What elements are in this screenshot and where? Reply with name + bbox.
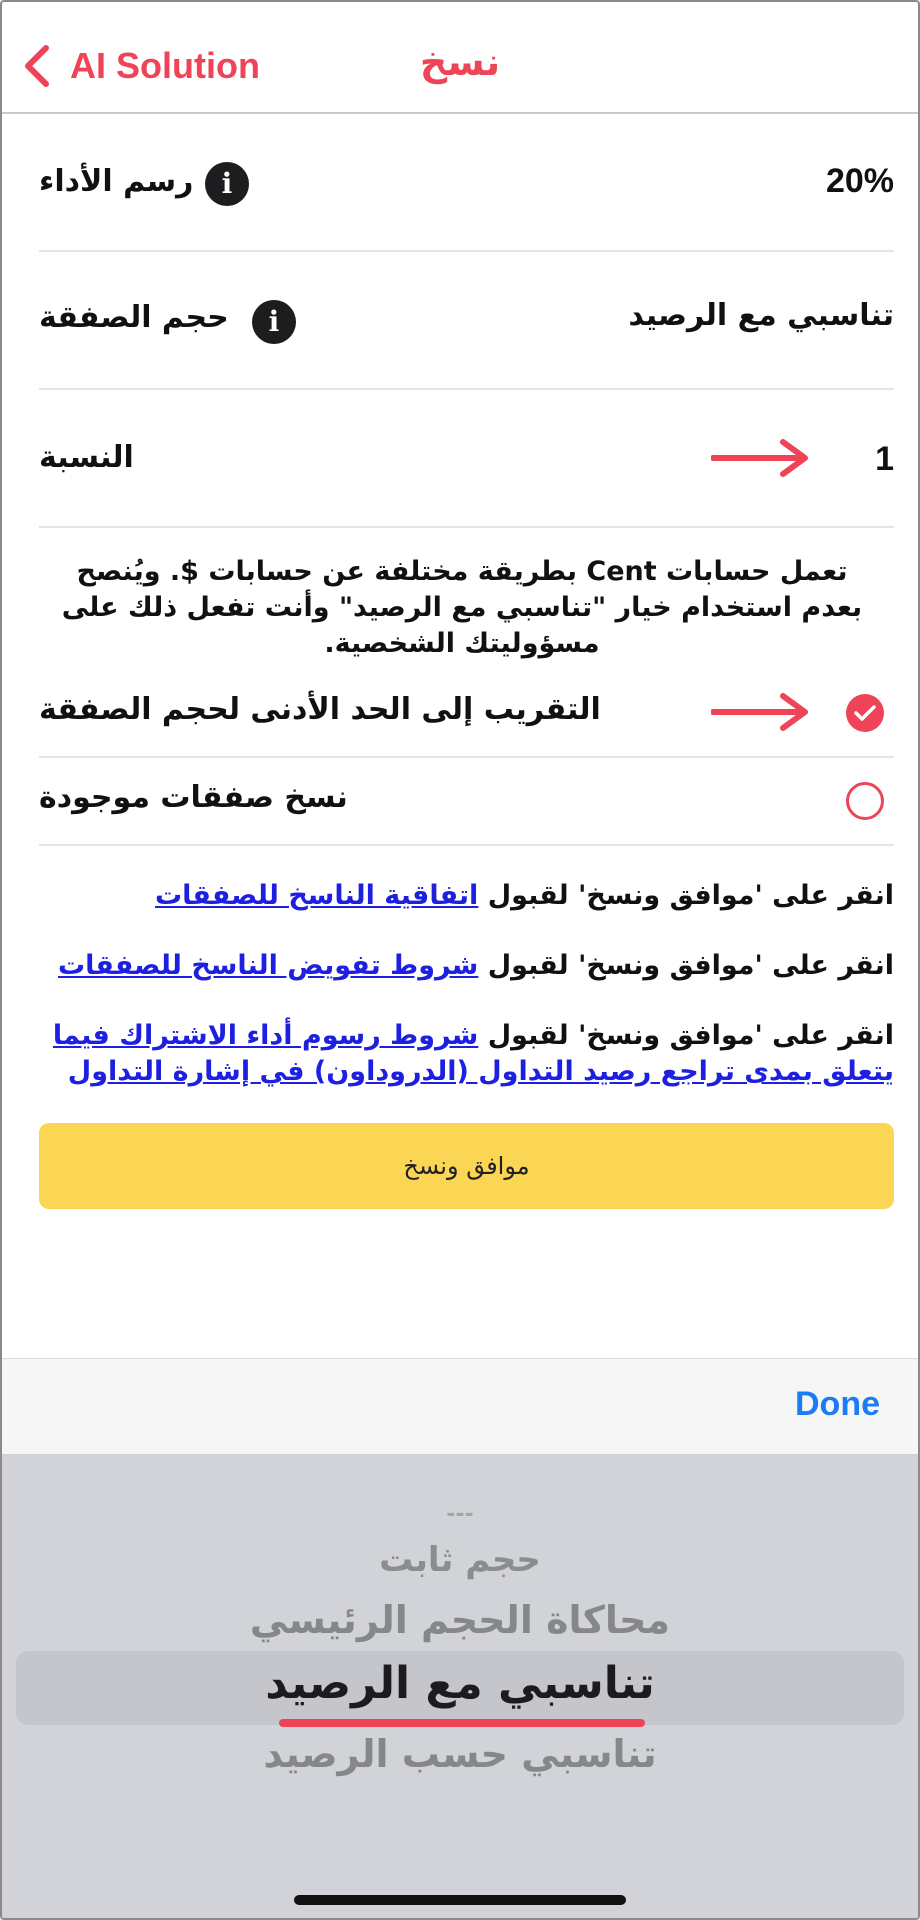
done-button[interactable]: Done [795,1385,880,1423]
back-label: AI Solution [70,45,260,86]
copier-authorization-link[interactable]: شروط تفويض الناسخ للصفقات [58,950,479,981]
nav-header [2,2,918,114]
copy-existing-label: نسخ صفقات موجودة [39,780,348,815]
terms-line-3 [39,1018,894,1090]
picker-option-selected[interactable]: تناسبي مع الرصيد [265,1658,655,1709]
picker-option[interactable]: حجم ثابت [379,1540,541,1580]
picker-toolbar [2,1358,918,1455]
trade-size-label: حجم الصفقة [39,300,229,335]
trade-size-value: تناسبي مع الرصيد [628,298,894,333]
ratio-label: النسبة [39,440,134,475]
trade-size-row[interactable] [39,252,894,390]
copier-agreement-link[interactable]: اتفاقية الناسخ للصفقات [155,880,479,911]
home-indicator[interactable] [294,1895,626,1905]
notice-line: مسؤوليتك الشخصية. [324,628,600,659]
agree-and-copy-button[interactable]: موافق ونسخ [39,1123,894,1209]
terms-text: انقر على 'موافق ونسخ' لقبول [487,1020,894,1051]
fee-label: رسم الأداء [39,164,194,199]
terms-line-1 [39,878,894,914]
page-title: نسخ [419,40,501,84]
round-min-option[interactable] [39,670,894,758]
ratio-value: 1 [875,440,894,478]
ratio-row[interactable] [39,390,894,528]
arrow-right-icon [711,692,811,732]
fee-row [39,114,894,252]
performance-fee-terms-link[interactable]: شروط رسوم أداء الاشتراك فيما يتعلق بمدى تراجع رصيد التداول (الدروداون) في إشارة التداول [52,1020,894,1087]
picker-option[interactable]: --- [446,1502,474,1527]
checkbox-checked-icon[interactable] [846,694,884,732]
cent-account-notice [42,554,882,662]
picker-option[interactable]: محاكاة الحجم الرئيسي [249,1598,671,1642]
info-icon[interactable]: i [252,300,296,344]
copy-existing-option[interactable] [39,758,894,846]
trade-size-picker[interactable] [2,1454,918,1918]
checkbox-unchecked-icon[interactable] [846,782,884,820]
fee-value: 20% [825,162,894,200]
info-icon[interactable]: i [205,162,249,206]
round-min-label: التقريب إلى الحد الأدنى لحجم الصفقة [39,692,601,727]
notice-line: بعدم استخدام خيار "تناسبي مع الرصيد" وأنت تفعل ذلك على [61,592,863,623]
selection-highlight-underline [279,1719,645,1727]
terms-text: انقر على 'موافق ونسخ' لقبول [487,880,894,911]
picker-option[interactable]: تناسبي حسب الرصيد [263,1732,657,1776]
arrow-right-icon [711,438,811,478]
terms-text: انقر على 'موافق ونسخ' لقبول [487,950,894,981]
terms-line-2 [39,948,894,984]
notice-line: تعمل حسابات Cent بطريقة مختلفة عن حسابات $. ويُنصح [76,556,848,587]
